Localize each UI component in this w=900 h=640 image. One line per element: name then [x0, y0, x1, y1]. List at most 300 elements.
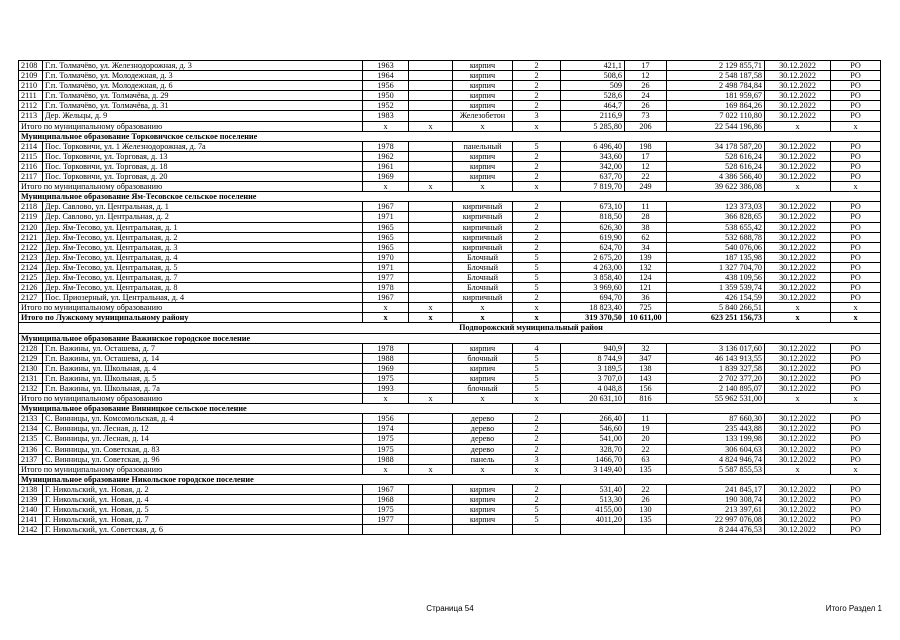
table-row — [19, 111, 881, 121]
table-cell: 2116,9 — [561, 111, 625, 121]
table-cell: 3 136 017,60 — [667, 343, 765, 353]
table-cell: 1975 — [363, 444, 409, 454]
table-cell: кирпичный — [453, 232, 513, 242]
table-cell: 124 — [625, 272, 667, 282]
table-cell: 1978 — [363, 141, 409, 151]
table-cell — [409, 434, 453, 444]
table-cell: Г.п. Толмачёво, ул. Молодежная, д. 3 — [43, 71, 363, 81]
table-cell: кирпич — [453, 363, 513, 373]
table-cell: 30.12.2022 — [765, 353, 831, 363]
table-cell: 169 864,26 — [667, 101, 765, 111]
table-cell: 2108 — [19, 61, 43, 71]
table-cell: кирпичный — [453, 222, 513, 232]
table-cell — [409, 111, 453, 121]
total-cell: х — [513, 313, 561, 323]
table-cell: Г.п. Толмачёво, ул. Железнодорожная, д. 3 — [43, 61, 363, 71]
table-cell — [409, 454, 453, 464]
table-cell — [409, 515, 453, 525]
table-cell: 30.12.2022 — [765, 222, 831, 232]
total-cell: х — [831, 394, 881, 404]
table-row — [19, 444, 881, 454]
table-cell: 2117 — [19, 172, 43, 182]
table-cell: 30.12.2022 — [765, 495, 831, 505]
table-cell: кирпич — [453, 343, 513, 353]
register-sheet — [18, 60, 880, 535]
table-cell: 8 744,9 — [561, 353, 625, 363]
table-cell: Г.п. Важины, ул. Школьная, д. 7а — [43, 384, 363, 394]
table-cell: 4 386 566,40 — [667, 172, 765, 182]
table-cell: 2119 — [19, 212, 43, 222]
table-cell: 1975 — [363, 434, 409, 444]
table-cell: РО — [831, 373, 881, 383]
table-cell — [409, 202, 453, 212]
table-cell: 624,70 — [561, 242, 625, 252]
table-row — [19, 172, 881, 182]
page-number: Страница 54 — [426, 604, 474, 613]
table-cell: 30.12.2022 — [765, 101, 831, 111]
table-cell: 30.12.2022 — [765, 81, 831, 91]
table-row — [19, 91, 881, 101]
table-cell: 1977 — [363, 272, 409, 282]
table-cell — [409, 353, 453, 363]
subtotal-row — [19, 464, 881, 474]
table-cell: 1975 — [363, 505, 409, 515]
table-cell: 2 — [513, 202, 561, 212]
table-cell: РО — [831, 202, 881, 212]
table-row — [19, 283, 881, 293]
table-cell: 541,00 — [561, 434, 625, 444]
table-cell: кирпич — [453, 515, 513, 525]
table-cell: 11 — [625, 202, 667, 212]
total-cell: х — [409, 464, 453, 474]
table-cell: 4 263,00 — [561, 262, 625, 272]
table-cell: кирпич — [453, 373, 513, 383]
total-cell: х — [513, 303, 561, 313]
table-cell: 1967 — [363, 484, 409, 494]
table-cell: 30.12.2022 — [765, 484, 831, 494]
table-cell: 266,40 — [561, 414, 625, 424]
table-cell: 36 — [625, 293, 667, 303]
table-cell: 2128 — [19, 343, 43, 353]
table-cell: 306 604,63 — [667, 444, 765, 454]
table-row — [19, 363, 881, 373]
table-cell: 17 — [625, 151, 667, 161]
table-cell: 1 359 539,74 — [667, 283, 765, 293]
table-row — [19, 454, 881, 464]
table-cell — [409, 252, 453, 262]
table-cell: Дер. Ям-Тесово, ул. Центральная, д. 1 — [43, 222, 363, 232]
table-cell: Г.п. Толмачёво, ул. Молодежная, д. 6 — [43, 81, 363, 91]
table-cell: 531,40 — [561, 484, 625, 494]
table-cell: 426 154,59 — [667, 293, 765, 303]
total-cell: х — [409, 313, 453, 323]
table-cell: РО — [831, 151, 881, 161]
total-cell: х — [765, 464, 831, 474]
table-row — [19, 414, 881, 424]
table-cell: 30.12.2022 — [765, 293, 831, 303]
table-row — [19, 515, 881, 525]
table-cell: 2110 — [19, 81, 43, 91]
total-cell: х — [765, 313, 831, 323]
table-cell: 28 — [625, 212, 667, 222]
table-cell: РО — [831, 363, 881, 373]
table-cell — [409, 484, 453, 494]
table-cell — [409, 283, 453, 293]
total-label: Итого по Лужскому муниципальному району — [19, 313, 363, 323]
total-cell: х — [409, 121, 453, 131]
table-cell: Дер. Жельцы, д. 9 — [43, 111, 363, 121]
table-cell: 1988 — [363, 353, 409, 363]
table-cell: 121 — [625, 283, 667, 293]
district-total-row — [19, 313, 881, 323]
municipality-title: Муниципальное образование Ям-Тесовское сельское поселение — [19, 192, 881, 202]
table-cell: 4 048,8 — [561, 384, 625, 394]
table-cell: 2 — [513, 61, 561, 71]
table-cell: кирпич — [453, 71, 513, 81]
table-cell: 30.12.2022 — [765, 373, 831, 383]
table-cell — [409, 101, 453, 111]
table-cell: дерево — [453, 414, 513, 424]
total-cell: х — [409, 182, 453, 192]
table-cell: С. Винницы, ул. Лесная, д. 12 — [43, 424, 363, 434]
table-cell: 2140 — [19, 505, 43, 515]
table-cell: РО — [831, 414, 881, 424]
table-cell: РО — [831, 172, 881, 182]
table-cell: 2111 — [19, 91, 43, 101]
table-cell — [409, 384, 453, 394]
table-cell: панельный — [453, 141, 513, 151]
table-cell: Г.п. Важины, ул. Школьная, д. 4 — [43, 363, 363, 373]
table-cell: 2115 — [19, 151, 43, 161]
table-cell: 30.12.2022 — [765, 414, 831, 424]
municipality-header-row — [19, 474, 881, 484]
table-cell: 1970 — [363, 252, 409, 262]
table-cell: 2 — [513, 414, 561, 424]
total-cell: 5 840 266,51 — [667, 303, 765, 313]
table-row — [19, 222, 881, 232]
total-cell: 7 819,70 — [561, 182, 625, 192]
municipality-title: Муниципальное образование Никольское городское поселение — [19, 474, 881, 484]
table-cell: 34 178 587,20 — [667, 141, 765, 151]
table-cell: 1964 — [363, 71, 409, 81]
table-cell: 1971 — [363, 212, 409, 222]
table-cell — [363, 525, 409, 535]
table-cell: РО — [831, 293, 881, 303]
table-cell: 2142 — [19, 525, 43, 535]
table-cell: РО — [831, 222, 881, 232]
table-cell: 347 — [625, 353, 667, 363]
table-cell: 673,10 — [561, 202, 625, 212]
table-cell: 1983 — [363, 111, 409, 121]
table-cell — [409, 212, 453, 222]
table-cell: 12 — [625, 161, 667, 171]
table-cell — [409, 242, 453, 252]
table-cell: Дер. Ям-Тесово, ул. Центральная, д. 4 — [43, 252, 363, 262]
total-cell: х — [453, 182, 513, 192]
table-cell: кирпич — [453, 172, 513, 182]
table-cell: блочный — [453, 384, 513, 394]
total-cell: х — [409, 303, 453, 313]
total-cell: 22 544 196,86 — [667, 121, 765, 131]
table-cell: кирпичный — [453, 293, 513, 303]
table-cell: 1967 — [363, 202, 409, 212]
table-cell: 130 — [625, 505, 667, 515]
table-cell: 2 — [513, 293, 561, 303]
table-cell — [409, 272, 453, 282]
table-cell: Дер. Ям-Тесово, ул. Центральная, д. 7 — [43, 272, 363, 282]
table-cell: 5 — [513, 252, 561, 262]
table-cell: 26 — [625, 81, 667, 91]
table-cell — [409, 61, 453, 71]
total-cell: 55 962 531,00 — [667, 394, 765, 404]
table-cell: 2125 — [19, 272, 43, 282]
table-cell: 528 616,24 — [667, 151, 765, 161]
table-cell: 30.12.2022 — [765, 363, 831, 373]
district-header-row — [19, 323, 881, 333]
table-row — [19, 212, 881, 222]
table-cell: Блочный — [453, 272, 513, 282]
total-cell: х — [363, 464, 409, 474]
total-label: Итого по муниципальному образованию — [19, 394, 363, 404]
table-cell: 5 — [513, 505, 561, 515]
table-cell: 3 189,5 — [561, 363, 625, 373]
table-cell: 30.12.2022 — [765, 525, 831, 535]
table-cell: Г.п. Важины, ул. Осташева, д. 7 — [43, 343, 363, 353]
table-cell: 5 — [513, 262, 561, 272]
table-cell: 2 — [513, 81, 561, 91]
table-cell: Пос. Торковичи, ул. Торговая, д. 13 — [43, 151, 363, 161]
table-cell: 1988 — [363, 454, 409, 464]
total-label: Итого по муниципальному образованию — [19, 464, 363, 474]
table-cell: 1961 — [363, 161, 409, 171]
table-cell: 133 199,98 — [667, 434, 765, 444]
table-cell: 143 — [625, 373, 667, 383]
table-cell: 438 109,56 — [667, 272, 765, 282]
table-cell: 2 — [513, 172, 561, 182]
table-cell: Г. Никольский, ул. Новая, д. 4 — [43, 495, 363, 505]
table-cell: 532 688,78 — [667, 232, 765, 242]
table-cell: РО — [831, 444, 881, 454]
table-row — [19, 71, 881, 81]
table-cell — [409, 424, 453, 434]
table-row — [19, 151, 881, 161]
table-row — [19, 242, 881, 252]
table-cell: 5 — [513, 363, 561, 373]
table-cell — [409, 414, 453, 424]
table-cell: РО — [831, 495, 881, 505]
table-cell: дерево — [453, 424, 513, 434]
table-cell: 2120 — [19, 222, 43, 232]
table-cell: 4 824 946,74 — [667, 454, 765, 464]
table-cell: 1969 — [363, 363, 409, 373]
total-cell: 319 370,50 — [561, 313, 625, 323]
table-cell: 187 135,98 — [667, 252, 765, 262]
table-cell — [409, 262, 453, 272]
total-cell: х — [831, 182, 881, 192]
table-cell: Дер. Ям-Тесово, ул. Центральная, д. 5 — [43, 262, 363, 272]
table-cell: кирпич — [453, 495, 513, 505]
table-row — [19, 141, 881, 151]
table-cell: панель — [453, 454, 513, 464]
total-cell: х — [765, 182, 831, 192]
table-cell: кирпич — [453, 61, 513, 71]
table-cell: 1968 — [363, 495, 409, 505]
table-cell: 626,30 — [561, 222, 625, 232]
table-cell: Блочный — [453, 262, 513, 272]
table-cell: 2116 — [19, 161, 43, 171]
table-cell: дерево — [453, 444, 513, 454]
table-cell: 46 143 913,55 — [667, 353, 765, 363]
table-cell: 73 — [625, 111, 667, 121]
table-cell: РО — [831, 515, 881, 525]
table-cell: 4 — [513, 343, 561, 353]
table-cell — [561, 525, 625, 535]
table-cell: 20 — [625, 434, 667, 444]
table-cell — [409, 222, 453, 232]
table-cell — [409, 495, 453, 505]
table-cell: 1971 — [363, 262, 409, 272]
table-cell: 12 — [625, 71, 667, 81]
housing-register-table — [18, 60, 881, 535]
table-cell: 2 — [513, 161, 561, 171]
table-cell — [409, 141, 453, 151]
table-cell: С. Винницы, ул. Советская, д. 96 — [43, 454, 363, 464]
table-cell: 2 498 784,84 — [667, 81, 765, 91]
table-cell: 19 — [625, 424, 667, 434]
total-cell: х — [831, 121, 881, 131]
municipality-title: Муниципальное образование Важинское городское поселение — [19, 333, 881, 343]
table-cell: 30.12.2022 — [765, 424, 831, 434]
total-cell: х — [363, 121, 409, 131]
table-cell: 1967 — [363, 293, 409, 303]
table-row — [19, 343, 881, 353]
table-cell: РО — [831, 283, 881, 293]
table-row — [19, 373, 881, 383]
table-cell: РО — [831, 353, 881, 363]
total-cell: х — [453, 394, 513, 404]
table-cell: РО — [831, 101, 881, 111]
table-cell: 30.12.2022 — [765, 161, 831, 171]
table-cell: 2126 — [19, 283, 43, 293]
table-cell — [409, 293, 453, 303]
table-cell: 1963 — [363, 61, 409, 71]
table-cell — [409, 505, 453, 515]
table-cell: Г. Никольский, ул. Новая, д. 7 — [43, 515, 363, 525]
table-cell: 235 443,88 — [667, 424, 765, 434]
table-cell: 2129 — [19, 353, 43, 363]
table-cell: 2 702 377,20 — [667, 373, 765, 383]
table-cell: Пос. Торковичи, ул. Торговая, д. 18 — [43, 161, 363, 171]
table-cell: 8 244 476,53 — [667, 525, 765, 535]
table-cell: 181 959,67 — [667, 91, 765, 101]
table-cell: 26 — [625, 101, 667, 111]
total-cell: х — [513, 121, 561, 131]
table-cell: РО — [831, 434, 881, 444]
table-cell: РО — [831, 343, 881, 353]
table-cell: РО — [831, 111, 881, 121]
table-cell: 2 — [513, 424, 561, 434]
subtotal-row — [19, 303, 881, 313]
table-cell: 3 969,60 — [561, 283, 625, 293]
table-cell: 30.12.2022 — [765, 434, 831, 444]
table-cell: 30.12.2022 — [765, 111, 831, 121]
municipality-header-row — [19, 333, 881, 343]
table-cell: 11 — [625, 414, 667, 424]
table-cell — [409, 91, 453, 101]
table-cell: Блочный — [453, 252, 513, 262]
table-cell: РО — [831, 384, 881, 394]
table-cell: кирпич — [453, 151, 513, 161]
table-cell: РО — [831, 232, 881, 242]
table-cell: 1466,70 — [561, 454, 625, 464]
table-cell: 2134 — [19, 424, 43, 434]
table-cell — [409, 161, 453, 171]
total-cell: 10 611,00 — [625, 313, 667, 323]
table-cell: 30.12.2022 — [765, 262, 831, 272]
table-cell: Г. Никольский, ул. Советская, д. 6 — [43, 525, 363, 535]
table-cell: 190 308,74 — [667, 495, 765, 505]
table-cell: 509 — [561, 81, 625, 91]
total-label: Итого по муниципальному образованию — [19, 121, 363, 131]
table-cell: 2123 — [19, 252, 43, 262]
total-cell: х — [453, 303, 513, 313]
subtotal-row — [19, 182, 881, 192]
table-cell: 5 — [513, 353, 561, 363]
table-cell: кирпич — [453, 161, 513, 171]
total-cell: 18 823,40 — [561, 303, 625, 313]
table-cell: 2114 — [19, 141, 43, 151]
table-cell: 2122 — [19, 242, 43, 252]
table-cell: 1 839 327,58 — [667, 363, 765, 373]
table-cell: 2113 — [19, 111, 43, 121]
table-cell: 1993 — [363, 384, 409, 394]
table-row — [19, 484, 881, 494]
section-total-label: Итого Раздел 1 — [825, 604, 882, 613]
table-row — [19, 495, 881, 505]
district-title: Подпорожский муниципальный район — [19, 323, 881, 333]
table-cell: 513,30 — [561, 495, 625, 505]
table-cell: 2 — [513, 444, 561, 454]
table-cell: Дер. Ям-Тесово, ул. Центральная, д. 8 — [43, 283, 363, 293]
table-cell: РО — [831, 71, 881, 81]
table-row — [19, 384, 881, 394]
total-cell: 623 251 156,73 — [667, 313, 765, 323]
table-cell: 1974 — [363, 424, 409, 434]
table-cell: РО — [831, 161, 881, 171]
table-cell: 2137 — [19, 454, 43, 464]
table-cell: 3 858,40 — [561, 272, 625, 282]
table-cell: кирпич — [453, 91, 513, 101]
table-cell: РО — [831, 212, 881, 222]
table-cell: Пос. Торковичи, ул. Торговая, д. 20 — [43, 172, 363, 182]
table-row — [19, 252, 881, 262]
table-cell — [409, 525, 453, 535]
table-cell: 30.12.2022 — [765, 212, 831, 222]
table-cell: Дер. Савлово, ул. Центральная, д. 2 — [43, 212, 363, 222]
table-cell: РО — [831, 61, 881, 71]
total-label: Итого по муниципальному образованию — [19, 182, 363, 192]
table-row — [19, 293, 881, 303]
table-cell: 5 — [513, 384, 561, 394]
table-cell: 30.12.2022 — [765, 454, 831, 464]
table-cell: 139 — [625, 252, 667, 262]
total-cell: 206 — [625, 121, 667, 131]
table-cell: 1 327 704,70 — [667, 262, 765, 272]
table-cell: 694,70 — [561, 293, 625, 303]
total-cell: х — [765, 121, 831, 131]
table-cell: 30.12.2022 — [765, 141, 831, 151]
table-row — [19, 272, 881, 282]
